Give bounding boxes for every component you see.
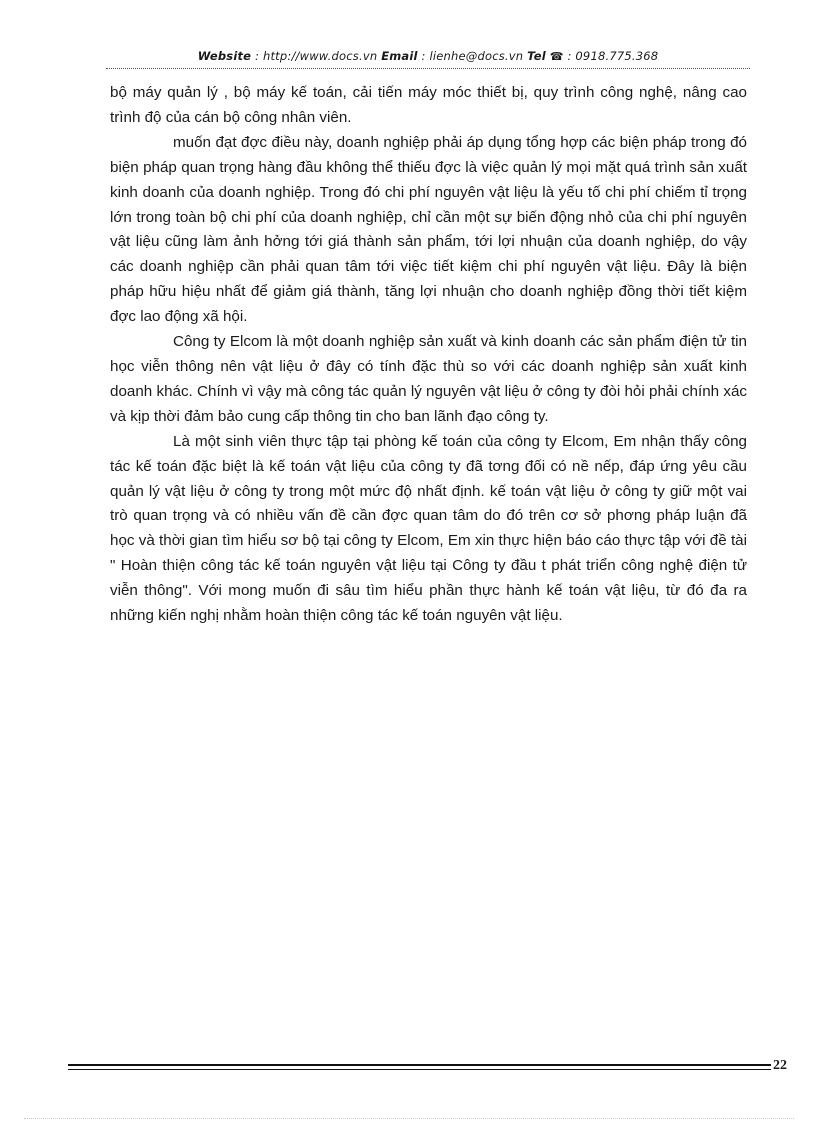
phone-icon: ☎ bbox=[549, 50, 564, 63]
website-label: Website bbox=[197, 49, 252, 63]
paragraph: Công ty Elcom là một doanh nghiệp sản xuất và kinh doanh các sản phẩm điện tử tin học viễn thông nên vật liệu ở đây có tính đặc thù so với các doanh nghiệp sản xuất kinh doanh khác. Chính vì vậy mà công tác quản lý nguyên vật liệu ở công ty đòi hỏi phải chính xác và kịp thời đảm bảo cung cấp thông tin cho ban lãnh đạo công ty. bbox=[110, 333, 747, 425]
paragraph: muốn đạt đợc điều này, doanh nghiệp phải áp dụng tổng hợp các biện pháp trong đó biện pháp quan trọng hàng đầu không thể thiếu đợc là việc quản lý mọi mặt quá trình sản xuất kinh doanh của doanh nghiệp. Trong đó chi phí nguyên vật liệu là yếu tố chi phí chiếm tỉ trọng lớn trong toàn bộ chi phí của doanh nghiệp, chỉ cần một sự biến động nhỏ của chi phí nguyên vật liệu cũng làm ảnh hởng tới giá thành sản phẩm, tới lợi nhuận của doanh nghiệp, do vậy các doanh nghiệp cần phải quan tâm tới việc tiết kiệm chi phí nguyên vật liệu. Đây là biện pháp hữu hiệu nhất để giảm giá thành, tăng lợi nhuận cho doanh nghiệp đồng thời tiết kiệm đợc lao động xã hội. bbox=[110, 133, 747, 326]
tel-label: Tel bbox=[527, 49, 546, 63]
footer-rule-thin bbox=[68, 1069, 771, 1070]
website-value: : http://www.docs.vn bbox=[251, 49, 382, 63]
tel-value: : 0918.775.368 bbox=[563, 49, 659, 63]
email-value: : lienhe@docs.vn bbox=[417, 49, 528, 63]
paragraph: Là một sinh viên thực tập tại phòng kế toán của công ty Elcom, Em nhận thấy công tác kế toán đặc biệt là kế toán vật liệu của công ty đã tơng đối có nề nếp, đáp ứng yêu cầu quản lý vật liệu ở công ty trong một mức độ nhất định. kế toán vật liệu ở công ty giữ một vai trò quan trọng và có nhiều vấn đề cần đợc quan tâm do đó trên cơ sở phơng pháp luận đã học và thời gian tìm hiểu sơ bộ tại công ty Elcom, Em xin thực hiện báo cáo thực tập với đề tài " Hoàn thiện công tác kế toán nguyên vật liệu tại Công ty đầu t phát triển công nghệ điện tử viễn thông". Với mong muốn đi sâu tìm hiểu phần thực hành kế toán vật liệu, từ đó đa ra những kiến nghị nhằm hoàn thiện công tác kế toán nguyên vật liệu. bbox=[110, 432, 747, 625]
page-header bbox=[106, 46, 750, 69]
email-label: Email bbox=[381, 49, 418, 63]
footer-double-rule bbox=[68, 1064, 771, 1072]
page-number: 22 bbox=[773, 1058, 787, 1073]
document-body bbox=[110, 81, 747, 629]
paragraph-continuation: bộ máy quản lý , bộ máy kế toán, cải tiến máy móc thiết bị, quy trình công nghệ, nâng cao trình độ của cán bộ công nhân viên. bbox=[110, 84, 747, 126]
page-bottom-divider bbox=[24, 1117, 794, 1119]
footer-rule-thick bbox=[68, 1064, 771, 1066]
